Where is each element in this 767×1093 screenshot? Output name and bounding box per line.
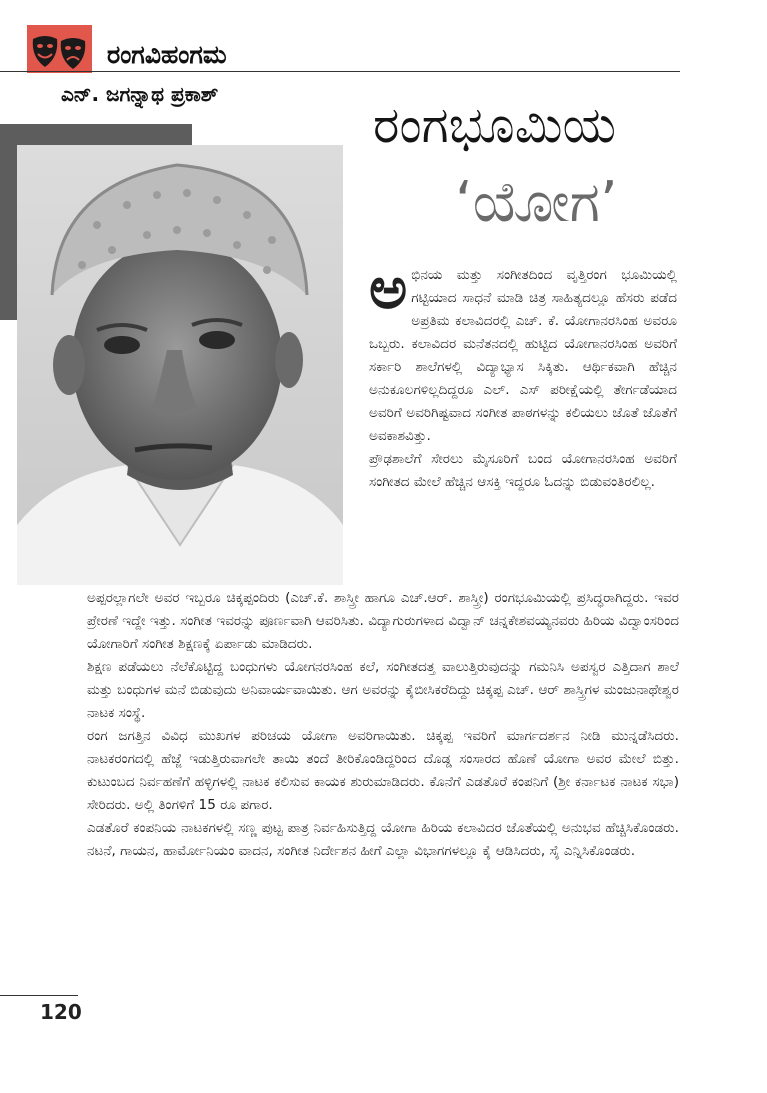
body-paragraph: ಶಿಕ್ಷಣ ಪಡೆಯಲು ನೆಲೆಕೊಟ್ಟಿದ್ದ ಬಂಧುಗಳು ಯೋಗನರಸಿಂಹ ಕಲೆ, ಸಂಗೀತದತ್ತ ವಾಲುತ್ತಿರುವುದನ್ನು ಗಮನಿಸಿ ಅಪಸ್ವರ ಎತ್ತಿದಾಗ ಶಾಲೆ ಮತ್ತು ಬಂಧುಗಳ ಮನೆ ಬಿಡುವುದು ಅನಿವಾರ್ಯವಾಯಿತು. ಆಗ ಅವರನ್ನು ಕೈಬೀಸಿಕರೆದಿದ್ದು ಚಿಕ್ಕಪ್ಪ ಎಚ್. ಆರ್ ಶಾಸ್ತ್ರಿಗಳ ಮಂಜುನಾಥೇಶ್ವರ ನಾಟಕ ಸಂಸ್ಥೆ. [87,659,679,721]
section-label: ರಂಗವಿಹಂಗಮ [107,40,227,69]
author-byline: ಎನ್. ಜಗನ್ನಾಥ ಪ್ರಕಾಶ್ [61,82,219,106]
page-number: 120 [40,1000,82,1024]
intro-text: ಭಿನಯ ಮತ್ತು ಸಂಗೀತದಿಂದ ವೃತ್ತಿರಂಗ ಭೂಮಿಯಲ್ಲಿ ಗಟ್ಟಿಯಾದ ಸಾಧನೆ ಮಾಡಿ ಚಿತ್ರ ಸಾಹಿತ್ಯದಲ್ಲೂ ಹೆಸರು ಪಡೆದ ಅಪ್ರತಿಮ ಕಲಾವಿದರಲ್ಲಿ ಎಚ್. ಕೆ. ಯೋಗಾನರಸಿಂಹ ಅವರೂ ಒಬ್ಬರು. ಕಲಾವಿದರ ಮನೆತನದಲ್ಲಿ ಹುಟ್ಟಿದ ಯೋಗಾನರಸಿಂಹ ಅವರಿಗೆ ಸರ್ಕಾರಿ ಶಾಲೆಗಳಲ್ಲಿ ವಿದ್ಯಾಭ್ಯಾಸ ಸಿಕ್ಕಿತು. ಆರ್ಥಿಕವಾಗಿ ಹೆಚ್ಚಿನ ಅನುಕೂಲಗಳಿಲ್ಲದಿದ್ದರೂ ಎಲ್. ಎಸ್ ಪರೀಕ್ಷೆಯಲ್ಲಿ ತೇರ್ಗಡೆಯಾದ ಅವರಿಗೆ ಅವರಿಗಿಷ್ಟವಾದ ಸಂಗೀತ ಪಾಠಗಳನ್ನು ಕಲಿಯಲು ಜೊತೆ ಜೊತೆಗೆ ಅವಕಾಶವಿತ್ತು. [369,267,677,444]
article-title: ರಂಗಭೂಮಿಯ [373,96,617,154]
article-title-highlight: ‘ಯೋಗ’ [455,170,618,235]
footer-divider [0,995,78,996]
column-paragraph: ಪ್ರೌಢಶಾಲೆಗೆ ಸೇರಲು ಮೈಸೂರಿಗೆ ಬಂದ ಯೋಗಾನರಸಿಂಹ ಅವರಿಗೆ ಸಂಗೀತದ ಮೇಲೆ ಹೆಚ್ಚಿನ ಆಸಕ್ತಿ ಇದ್ದರೂ ಓದನ್ನು ಬಿಡುವಂತಿರಲಿಲ್ಲ. [369,451,677,490]
article-body [87,587,679,863]
body-paragraph: ರಂಗ ಜಗತ್ತಿನ ವಿವಿಧ ಮುಖಗಳ ಪರಿಚಯ ಯೋಗಾ ಅವರಿಗಾಯಿತು. ಚಿಕ್ಕಪ್ಪ ಇವರಿಗೆ ಮಾರ್ಗದರ್ಶನ ನೀಡಿ ಮುನ್ನಡೆಸಿದರು. ನಾಟಕರಂಗದಲ್ಲಿ ಹೆಜ್ಜೆ ಇಡುತ್ತಿರುವಾಗಲೇ ತಾಯಿ ತಂದೆ ತೀರಿಕೊಂಡಿದ್ದರಿಂದ ದೊಡ್ಡ ಸಂಸಾರದ ಹೊಣೆ ಯೋಗಾ ಅವರ ಮೇಲೆ ಬಿತ್ತು. ಕುಟುಂಬದ ನಿರ್ವಹಣೆಗೆ ಹಳ್ಳಿಗಳಲ್ಲಿ ನಾಟಕ ಕಲಿಸುವ ಕಾಯಕ ಶುರುಮಾಡಿದರು. ಕೊನೆಗೆ ಎಡತೊರೆ ಕಂಪನಿಗೆ (ಶ್ರೀ ಕರ್ನಾಟಕ ನಾಟಕ ಸಭಾ) ಸೇರಿದರು. ಅಲ್ಲಿ ತಿಂಗಳಿಗೆ 15 ರೂ ಪಗಾರ. [87,728,679,813]
article-column [369,254,677,494]
body-paragraph: ಅಪ್ಪರಲ್ಲಾಗಲೇ ಅವರ ಇಬ್ಬರೂ ಚಿಕ್ಕಪ್ಪಂದಿರು (ಎಚ್.ಕೆ. ಶಾಸ್ತ್ರೀ ಹಾಗೂ ಎಚ್.ಆರ್. ಶಾಸ್ತ್ರೀ) ರಂಗಭೂಮಿಯಲ್ಲಿ ಪ್ರಸಿದ್ಧರಾಗಿದ್ದರು. ಇವರ ಪ್ರೇರಣೆ ಇದ್ದೇ ಇತ್ತು. ಸಂಗೀತ ಇವರನ್ನು ಪೂರ್ಣವಾಗಿ ಆವರಿಸಿತು. ವಿದ್ಯಾಗುರುಗಳಾದ ವಿದ್ವಾನ್ ಚನ್ನಕೇಶವಯ್ಯನವರು ಹಿರಿಯ ವಿದ್ವಾಂಸರಿಂದ ಯೋಗಾರಿಗೆ ಸಂಗೀತ ಶಿಕ್ಷಣಕ್ಕೆ ಏರ್ಪಾಡು ಮಾಡಿದರು. [87,590,679,652]
portrait-photo [17,145,343,585]
header-divider [0,71,680,72]
theatre-masks-icon [27,25,92,73]
intro-paragraph [369,254,677,448]
drop-cap: ಅ [369,254,408,322]
body-paragraph: ಎಡತೊರೆ ಕಂಪನಿಯ ನಾಟಕಗಳಲ್ಲಿ ಸಣ್ಣ ಪುಟ್ಟ ಪಾತ್ರ ನಿರ್ವಹಿಸುತ್ತಿದ್ದ ಯೋಗಾ ಹಿರಿಯ ಕಲಾವಿದರ ಜೊತೆಯಲ್ಲಿ ಅನುಭವ ಹೆಚ್ಚಿಸಿಕೊಂಡರು. ನಟನೆ, ಗಾಯನ, ಹಾರ್ಮೋನಿಯಂ ವಾದನ, ಸಂಗೀತ ನಿರ್ದೇಶನ ಹೀಗೆ ಎಲ್ಲಾ ವಿಭಾಗಗಳಲ್ಲೂ ಕೈ ಆಡಿಸಿದರು, ಸೈ ಎನ್ನಿಸಿಕೊಂಡರು. [87,820,679,859]
